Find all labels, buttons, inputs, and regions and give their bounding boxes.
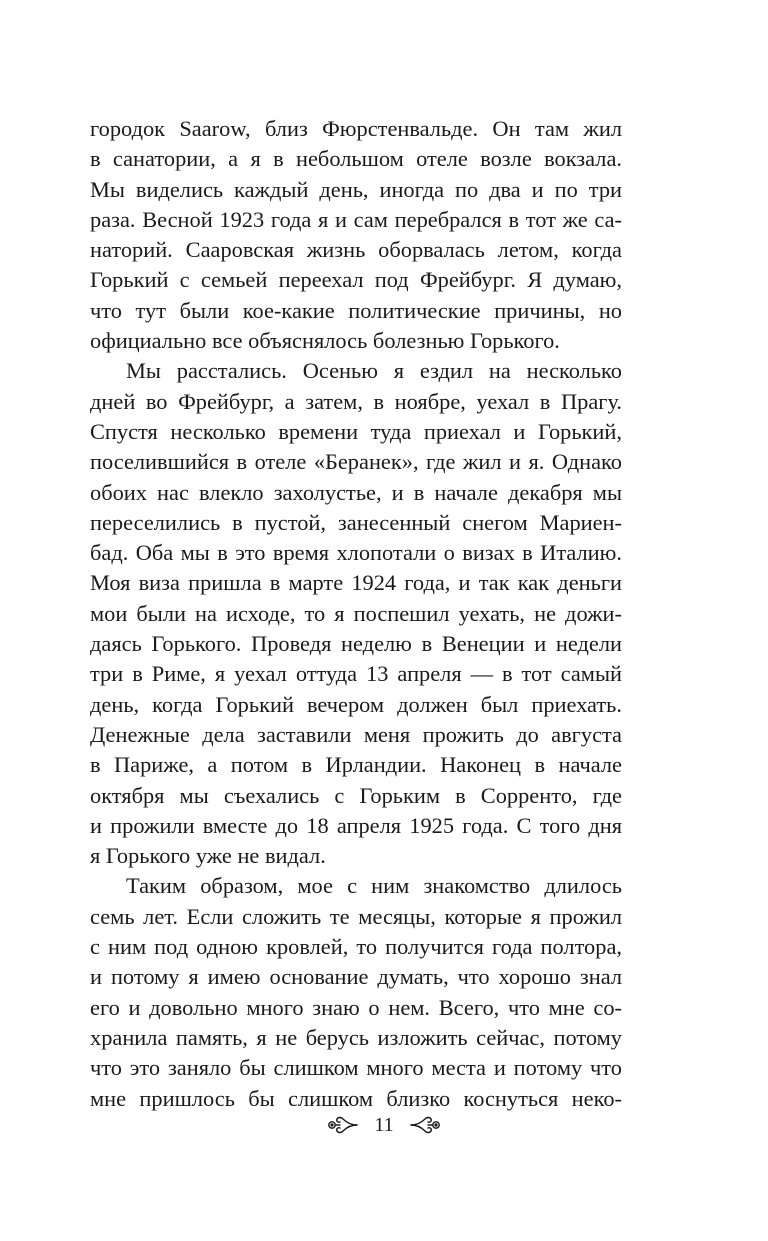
text-line: Денежные дела заставили меня прожить до августа [90, 721, 622, 747]
text-line: день, когда Горький вечером должен был приехать. [90, 691, 622, 717]
text-line: обоих нас влекло захолустье, и в начале декабря мы [90, 479, 622, 505]
page-number: 11 [374, 1114, 394, 1136]
text-line: мне пришлось бы слишком близко коснуться неко- [90, 1085, 622, 1111]
text-line: дней во Фрейбург, а затем, в ноябре, уехал в Прагу. [90, 388, 622, 414]
text-line: бад. Оба мы в это время хлопотали о визах в Италию. [90, 540, 622, 566]
text-line: Моя виза пришла в марте 1924 года, и так как деньги [90, 570, 622, 596]
text-line: октября мы съехались с Горьким в Сорренто, где [90, 782, 622, 808]
left-floral-ornament-icon [326, 1113, 360, 1137]
text-line: Горький с семьей переехал под Фрейбург. Я думаю, [90, 267, 622, 293]
text-line: переселились в пустой, занесенный снегом Мариен- [90, 509, 622, 535]
text-line: Мы виделись каждый день, иногда по два и по три [90, 176, 622, 202]
right-floral-ornament-icon [408, 1113, 442, 1137]
text-line: даясь Горького. Проведя неделю в Венеции и недели [90, 631, 622, 657]
text-line: хранила память, я не берусь изложить сейчас, потому [90, 1024, 622, 1050]
text-line: в Париже, а потом в Ирландии. Наконец в начале [90, 752, 622, 778]
text-line: и потому я имею основание думать, что хорошо знал [90, 964, 622, 990]
text-line: официально все объяснялось болезнью Горького. [90, 328, 560, 354]
text-line: наторий. Сааровская жизнь оборвалась летом, когда [90, 237, 622, 263]
text-line: раза. Весной 1923 года я и сам перебрался в тот же са- [90, 206, 622, 232]
text-line: что тут были кое-какие политические причины, но [90, 297, 622, 323]
text-line: Мы расстались. Осенью я ездил на несколько [126, 358, 622, 384]
text-line: поселившийся в отеле «Беранек», где жил и я. Однако [90, 449, 622, 475]
body-text [90, 114, 622, 1114]
text-line: три в Риме, я уехал оттуда 13 апреля — в тот самый [90, 661, 622, 687]
text-line: семь лет. Если сложить те месяцы, которые я прожил [90, 903, 622, 929]
text-line: я Горького уже не видал. [90, 843, 326, 869]
text-line: Спустя несколько времени туда приехал и Горький, [90, 418, 622, 444]
text-line: в санатории, а я в небольшом отеле возле вокзала. [90, 146, 622, 172]
text-line: Таким образом, мое с ним знакомство длилось [126, 873, 622, 899]
text-line: мои были на исходе, то я поспешил уехать, не дожи- [90, 600, 622, 626]
text-line: городок Saarow, близ Фюрстенвальде. Он там жил [90, 116, 622, 141]
text-line: и прожили вместе до 18 апреля 1925 года. С того дня [90, 812, 622, 838]
text-line: его и довольно много знаю о нем. Всего, что мне со- [90, 994, 622, 1020]
text-line: что это заняло бы слишком много места и потому что [90, 1055, 622, 1081]
page-footer [0, 1105, 768, 1145]
text-line: с ним под одною кровлей, то получится года полтора, [90, 934, 622, 960]
